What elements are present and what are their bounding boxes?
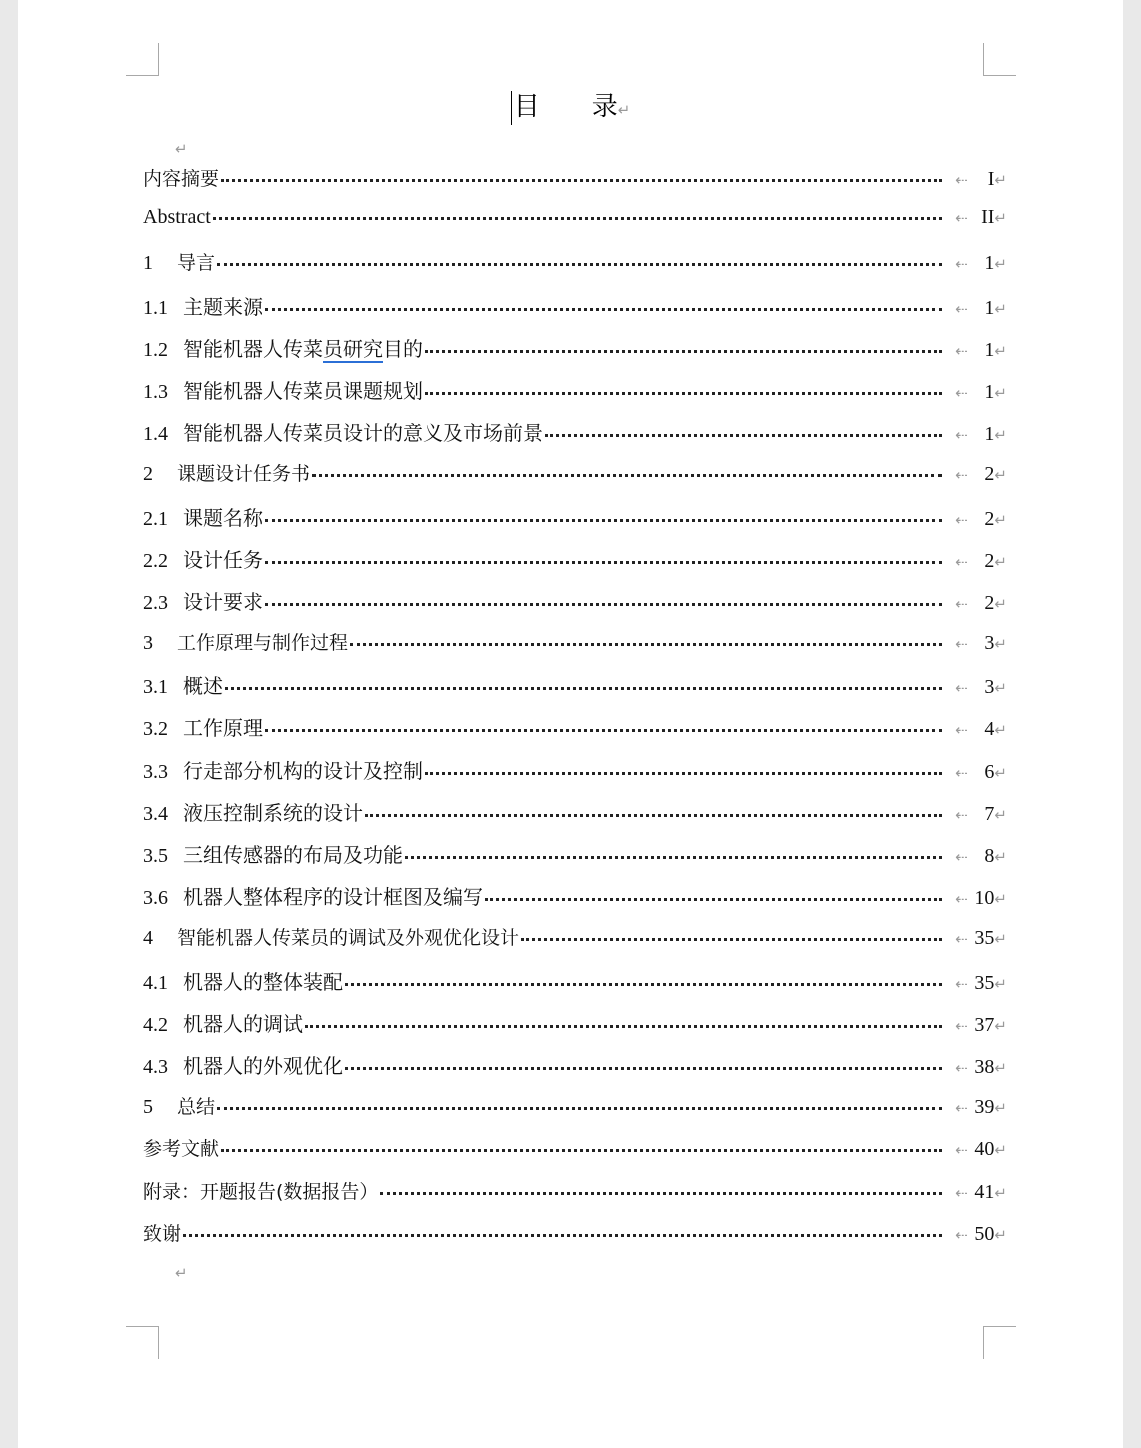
toc-entry-title — [143, 291, 263, 320]
toc-entry[interactable] — [143, 206, 1007, 248]
toc-entry-number: 3.6 — [143, 887, 168, 910]
paragraph-mark-icon: ↵ — [994, 255, 1007, 274]
toc-entry-number: 2.1 — [143, 507, 168, 530]
toc-entry-title — [143, 375, 423, 404]
toc-entry-label: 设计任务 — [183, 549, 263, 572]
toc-entry-title — [143, 881, 483, 910]
toc-entry-number: 3.1 — [143, 676, 168, 699]
tab-mark-icon: ⇠ — [955, 299, 968, 318]
margin-corner-mark — [983, 1326, 1016, 1359]
paragraph-mark-icon: ↵ — [994, 594, 1007, 613]
dot-leader — [425, 350, 942, 353]
toc-entry-label: 主题来源 — [183, 296, 263, 319]
dot-leader — [521, 938, 942, 941]
toc-entry[interactable] — [143, 1177, 1007, 1219]
toc-entry-title — [143, 502, 263, 531]
document-page[interactable] — [18, 0, 1123, 1448]
toc-entry-label: 工作原理与制作过程 — [177, 632, 349, 655]
toc-entry[interactable] — [143, 839, 1007, 881]
dot-leader — [265, 603, 942, 606]
paragraph-mark-icon: ↵ — [994, 299, 1007, 318]
paragraph-mark-icon: ↵ — [994, 171, 1007, 189]
toc-entry[interactable] — [143, 712, 1007, 754]
paragraph-mark-icon: ↵ — [994, 1058, 1007, 1077]
toc-entry-label: 总结 — [177, 1096, 216, 1119]
toc-entry-title — [143, 164, 219, 191]
toc-entry-label: 行走部分机构的设计及控制 — [183, 760, 423, 783]
toc-page-number: 50 — [974, 1222, 995, 1245]
toc-page-number: 7 — [984, 802, 995, 825]
paragraph-mark-icon: ↵ — [994, 341, 1007, 360]
toc-entry-title — [143, 544, 263, 573]
toc-entry-label: 智能机器人传菜员课题规划 — [183, 380, 423, 403]
tab-mark-icon: ⇠ — [955, 341, 968, 360]
dot-leader — [405, 856, 942, 859]
toc-page-number: 38 — [974, 1055, 995, 1078]
toc-page-number: II — [981, 206, 995, 229]
toc-entry-number: 4.1 — [143, 971, 168, 994]
tab-mark-icon: ⇠ — [955, 1016, 968, 1035]
paragraph-mark-icon: ↵ — [994, 848, 1007, 866]
toc-page-number: 1 — [984, 423, 995, 446]
toc-entry-label: 智能机器人传菜员设计的意义及市场前景 — [183, 423, 543, 446]
toc-page-number: 3 — [984, 632, 995, 655]
toc-entry[interactable] — [143, 333, 1007, 375]
toc-page-number: 1 — [984, 380, 995, 403]
dot-leader — [265, 729, 942, 732]
toc-page-number: 2 — [984, 507, 995, 530]
toc-entry-title — [143, 966, 343, 995]
tab-mark-icon: ⇠ — [955, 209, 968, 228]
toc-entry-title — [143, 712, 263, 741]
toc-entry[interactable] — [143, 628, 1007, 670]
toc-entry-label: 工作原理 — [183, 718, 263, 741]
dot-leader — [265, 519, 942, 522]
tab-mark-icon: ⇠ — [955, 510, 968, 529]
toc-entry-label: 智能机器人传菜员的调试及外观优化设计 — [177, 927, 520, 950]
toc-entry-title — [143, 333, 423, 362]
page-title — [18, 86, 1123, 125]
dot-leader — [305, 1025, 942, 1028]
tab-mark-icon: ⇠ — [955, 594, 968, 613]
toc-entry-title — [143, 1177, 378, 1204]
toc-entry-number: 3.2 — [143, 718, 168, 741]
paragraph-mark-icon: ↵ — [994, 763, 1007, 782]
toc-page-number: 2 — [984, 549, 995, 572]
toc-entry[interactable] — [143, 966, 1007, 1008]
tab-mark-icon: ⇠ — [955, 890, 968, 909]
tab-mark-icon: ⇠ — [955, 848, 968, 866]
toc-entry-title — [143, 459, 310, 486]
toc-entry-label: 概述 — [183, 676, 223, 699]
text-cursor — [511, 91, 512, 125]
toc-entry-label: 机器人的外观优化 — [183, 1055, 343, 1078]
toc-entry-label: 三组传感器的布局及功能 — [183, 845, 403, 867]
toc-entry-number: 1.4 — [143, 423, 168, 446]
toc-entry-number: 2.3 — [143, 591, 168, 614]
paragraph-mark-icon: ↵ — [994, 426, 1007, 445]
toc-entry-title — [143, 839, 403, 868]
toc-entry-label: Abstract — [143, 206, 211, 229]
dot-leader — [265, 308, 942, 311]
dot-leader — [365, 814, 942, 817]
toc-entry-title — [143, 797, 363, 826]
tab-mark-icon: ⇠ — [955, 1141, 968, 1160]
dot-leader — [545, 434, 942, 437]
toc-page-number: I — [987, 168, 995, 190]
toc-entry[interactable] — [143, 881, 1007, 923]
toc-page-number: 41 — [974, 1180, 995, 1203]
paragraph-mark-icon: ↵ — [994, 805, 1007, 824]
toc-entry-title — [143, 1008, 303, 1037]
tab-mark-icon: ⇠ — [955, 1099, 968, 1118]
toc-entry-label: 设计要求 — [183, 591, 263, 614]
dot-leader — [345, 1067, 942, 1070]
dot-leader — [213, 217, 943, 220]
tab-mark-icon: ⇠ — [955, 255, 968, 274]
toc-page-number: 4 — [984, 718, 995, 741]
paragraph-mark-icon: ↵ — [994, 930, 1007, 949]
toc-entry-title — [143, 923, 519, 950]
tab-mark-icon: ⇠ — [955, 466, 968, 485]
paragraph-mark-icon: ↵ — [994, 721, 1007, 740]
paragraph-mark-icon: ↵ — [994, 1099, 1007, 1118]
paragraph-mark-icon: ↵ — [994, 209, 1007, 228]
toc-entry-title — [143, 586, 263, 615]
toc-entry-number: 1.2 — [143, 338, 168, 361]
toc-entry-label: 内容摘要 — [143, 168, 220, 190]
toc-entry[interactable] — [143, 502, 1007, 544]
dot-leader — [380, 1192, 942, 1195]
tab-mark-icon: ⇠ — [955, 383, 968, 402]
paragraph-mark-icon: ↵ — [994, 466, 1007, 485]
paragraph-mark-icon: ↵ — [994, 635, 1007, 654]
toc-entry-title — [143, 1050, 343, 1079]
dot-leader — [345, 983, 942, 986]
toc-entry[interactable] — [143, 797, 1007, 839]
toc-entry-number: 3.5 — [143, 845, 168, 867]
paragraph-mark-icon: ↵ — [175, 1264, 188, 1282]
toc-entry[interactable] — [143, 248, 1007, 290]
toc-entry-number: 3 — [143, 632, 153, 655]
toc-entry-number: 4.3 — [143, 1055, 168, 1078]
toc-page-number: 2 — [984, 463, 995, 486]
toc-page-number: 40 — [974, 1138, 995, 1161]
paragraph-mark-icon: ↵ — [994, 383, 1007, 402]
toc-entry-number: 1.3 — [143, 380, 168, 403]
toc-entry-title — [143, 206, 211, 229]
tab-mark-icon: ⇠ — [955, 552, 968, 571]
toc-entry[interactable] — [143, 459, 1007, 501]
tab-mark-icon: ⇠ — [955, 763, 968, 782]
toc-entry-number: 3.3 — [143, 760, 168, 783]
tab-mark-icon: ⇠ — [955, 805, 968, 824]
toc-entry-number: 3.4 — [143, 802, 168, 825]
dot-leader — [265, 561, 942, 564]
toc-entry[interactable] — [143, 1092, 1007, 1134]
spellcheck-underline[interactable]: 员研究 — [323, 338, 383, 361]
paragraph-mark-icon: ↵ — [994, 890, 1007, 909]
dot-leader — [312, 474, 942, 477]
toc-entry-label: 附录：开题报告(数据报告） — [143, 1180, 379, 1203]
toc-entry-number: 4.2 — [143, 1013, 168, 1036]
paragraph-mark-icon: ↵ — [994, 1016, 1007, 1035]
toc-entry-number: 5 — [143, 1096, 153, 1119]
dot-leader — [221, 1149, 942, 1152]
toc-entry-label: 液压控制系统的设计 — [183, 802, 363, 825]
tab-mark-icon: ⇠ — [955, 1058, 968, 1077]
tab-mark-icon: ⇠ — [955, 635, 968, 654]
paragraph-mark-icon: ↵ — [175, 140, 188, 158]
toc-entry-label: 参考文献 — [143, 1138, 220, 1161]
toc-entry-label: 导言 — [177, 252, 216, 275]
dot-leader — [425, 772, 942, 775]
toc-page-number: 37 — [974, 1013, 995, 1036]
toc-entry-number: 2 — [143, 463, 153, 486]
toc-entry[interactable] — [143, 291, 1007, 333]
toc-entry[interactable] — [143, 1050, 1007, 1092]
toc-page-number: 8 — [984, 845, 995, 867]
toc-page-number: 39 — [974, 1096, 995, 1119]
toc-entry[interactable] — [143, 670, 1007, 712]
paragraph-mark-icon: ↵ — [994, 1183, 1007, 1202]
margin-corner-mark — [126, 43, 159, 76]
tab-mark-icon: ⇠ — [955, 1183, 968, 1202]
toc-entry[interactable] — [143, 164, 1007, 206]
toc-page-number: 1 — [984, 338, 995, 361]
toc-entry-label: 课题设计任务书 — [177, 463, 311, 486]
paragraph-mark-icon: ↵ — [994, 1225, 1007, 1244]
toc-entry[interactable] — [143, 1008, 1007, 1050]
toc-page-number: 6 — [984, 760, 995, 783]
toc-entry-title — [143, 248, 215, 275]
paragraph-mark-icon: ↵ — [994, 510, 1007, 529]
toc-entry[interactable] — [143, 544, 1007, 586]
table-of-contents — [143, 164, 1007, 1261]
toc-entry[interactable] — [143, 417, 1007, 459]
toc-entry[interactable] — [143, 1219, 1007, 1261]
toc-entry-number: 1.1 — [143, 296, 168, 319]
toc-entry-title — [143, 1134, 219, 1161]
toc-entry-number: 4 — [143, 927, 153, 950]
dot-leader — [225, 687, 942, 690]
tab-mark-icon: ⇠ — [955, 426, 968, 445]
toc-page-number: 2 — [984, 591, 995, 614]
toc-entry-number: 2.2 — [143, 549, 168, 572]
paragraph-mark-icon: ↵ — [994, 552, 1007, 571]
toc-page-number: 10 — [974, 887, 995, 910]
dot-leader — [183, 1234, 942, 1237]
toc-entry-title — [143, 628, 348, 655]
tab-mark-icon: ⇠ — [955, 1225, 968, 1244]
dot-leader — [350, 643, 942, 646]
toc-entry[interactable] — [143, 923, 1007, 965]
toc-entry-title — [143, 1092, 215, 1119]
margin-corner-mark — [983, 43, 1016, 76]
tab-mark-icon: ⇠ — [955, 679, 968, 698]
toc-page-number: 3 — [984, 676, 995, 699]
toc-entry-label: 课题名称 — [183, 507, 263, 530]
tab-mark-icon: ⇠ — [955, 974, 968, 993]
dot-leader — [485, 898, 942, 901]
dot-leader — [425, 392, 942, 395]
tab-mark-icon: ⇠ — [955, 171, 968, 189]
toc-entry-label: 机器人的整体装配 — [183, 971, 343, 994]
toc-entry-label: 机器人的调试 — [183, 1013, 303, 1036]
paragraph-mark-icon: ↵ — [994, 679, 1007, 698]
paragraph-mark-icon: ↵ — [994, 974, 1007, 993]
margin-corner-mark — [126, 1326, 159, 1359]
toc-entry-title — [143, 670, 223, 699]
toc-page-number: 35 — [974, 971, 995, 994]
toc-entry[interactable] — [143, 755, 1007, 797]
toc-entry-title — [143, 755, 423, 784]
toc-page-number: 35 — [974, 927, 995, 950]
toc-entry-title — [143, 1219, 181, 1246]
toc-entry-label: 智能机器人传菜员研究目的 — [183, 338, 423, 361]
toc-entry[interactable] — [143, 586, 1007, 628]
title-char: 录 — [591, 92, 618, 122]
paragraph-mark-icon: ↵ — [994, 1141, 1007, 1160]
tab-mark-icon: ⇠ — [955, 930, 968, 949]
toc-entry[interactable] — [143, 1134, 1007, 1176]
toc-entry-label: 致谢 — [143, 1222, 182, 1245]
toc-page-number: 1 — [984, 252, 995, 275]
tab-mark-icon: ⇠ — [955, 721, 968, 740]
toc-entry-label: 机器人整体程序的设计框图及编写 — [183, 887, 483, 910]
dot-leader — [217, 263, 942, 266]
title-char: 目 — [513, 92, 540, 122]
dot-leader — [217, 1107, 942, 1110]
paragraph-mark-icon: ↵ — [617, 101, 631, 119]
dot-leader — [221, 179, 942, 182]
toc-entry-number: 1 — [143, 252, 153, 275]
toc-page-number: 1 — [984, 296, 995, 319]
toc-entry[interactable] — [143, 375, 1007, 417]
toc-entry-title — [143, 417, 543, 446]
